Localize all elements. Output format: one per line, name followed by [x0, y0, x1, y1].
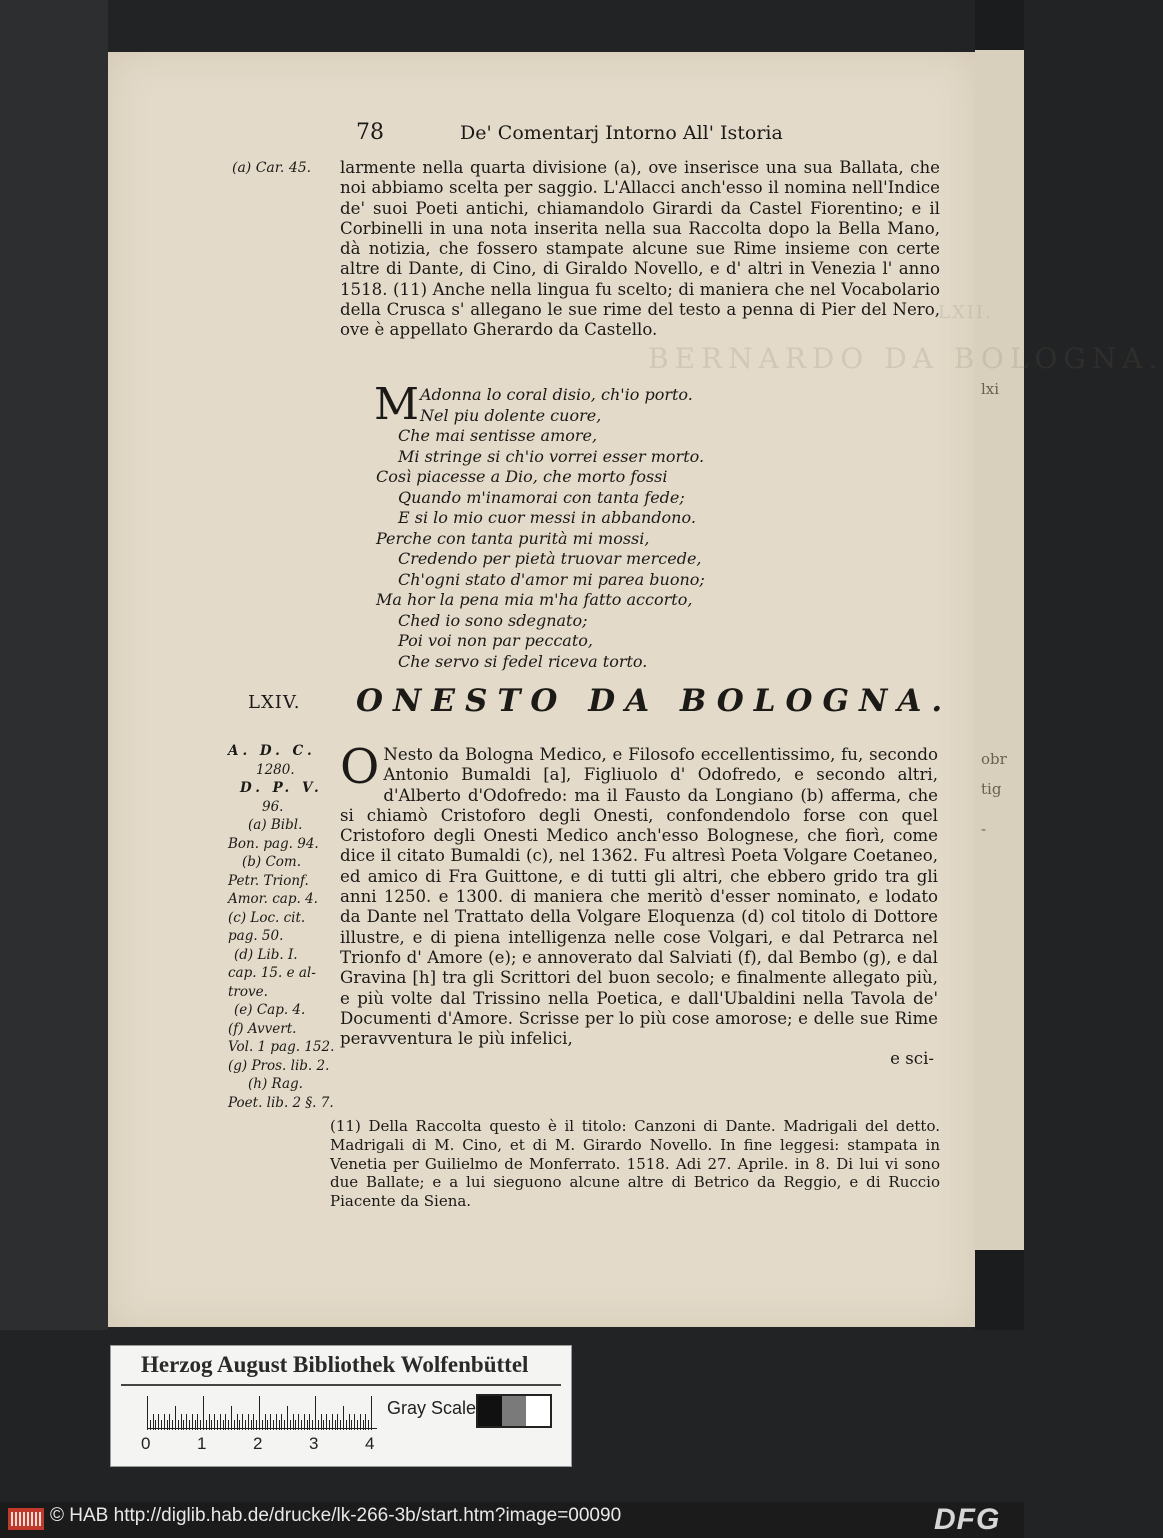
ruler-tick: [295, 1420, 296, 1430]
ruler-tick: [175, 1406, 176, 1430]
ruler-tick: [153, 1414, 154, 1430]
ruler-tick: [186, 1414, 187, 1430]
poem-line: Ch'ogni stato d'amor mi parea buono;: [398, 569, 705, 589]
ruler-tick: [231, 1406, 232, 1430]
ruler-tick: [251, 1420, 252, 1430]
ruler-tick: [371, 1396, 372, 1430]
dfg-logo: DFG: [934, 1503, 1001, 1536]
ruler-tick: [217, 1420, 218, 1430]
ruler-tick: [368, 1420, 369, 1430]
ruler-number: 3: [309, 1434, 319, 1453]
poem-line: Così piacesse a Dio, che morto fossi: [376, 467, 668, 486]
ruler-tick: [293, 1414, 294, 1430]
ruler-tick: [321, 1414, 322, 1430]
ruler-tick: [357, 1420, 358, 1430]
ruler-tick: [155, 1420, 156, 1430]
ruler-tick: [150, 1420, 151, 1430]
side-note: D. P. V.: [240, 780, 323, 796]
poem-line: Che servo si fedel riceva torto.: [398, 651, 648, 671]
ruler-tick: [262, 1420, 263, 1430]
scan-background-left: [0, 0, 108, 1330]
show-through-heading: BERNARDO DA BOLOGNA.: [648, 342, 1163, 375]
swatch-white: [526, 1396, 550, 1426]
ruler-tick: [290, 1420, 291, 1430]
ruler-tick: [323, 1420, 324, 1430]
ruler-tick: [169, 1414, 170, 1430]
side-notes: [228, 742, 334, 1112]
margin-note-a: (a) Car. 45.: [232, 160, 312, 176]
ruler-tick: [312, 1420, 313, 1430]
ruler-tick: [349, 1414, 350, 1430]
ruler-tick: [192, 1414, 193, 1430]
page-number: 78: [356, 120, 384, 145]
ballata-poem: [374, 379, 776, 672]
ruler-tick: [203, 1396, 204, 1430]
ruler-tick: [351, 1420, 352, 1430]
ruler-tick: [318, 1420, 319, 1430]
section-title: ONESTO DA BOLOGNA.: [356, 683, 953, 719]
measurement-ruler: [147, 1394, 377, 1430]
side-note: (b) Com.: [242, 854, 302, 870]
ruler-tick: [197, 1414, 198, 1430]
ruler-tick: [245, 1420, 246, 1430]
side-note: (a) Bibl.: [248, 817, 303, 833]
adjacent-page-edge: lxi obr tig -: [975, 50, 1024, 1250]
ruler-tick: [214, 1414, 215, 1430]
ruler-tick: [304, 1414, 305, 1430]
ruler-tick: [287, 1406, 288, 1430]
section-number: LXIV.: [248, 692, 301, 713]
ruler-tick: [343, 1406, 344, 1430]
side-note: Bon. pag. 94.: [228, 835, 319, 852]
paragraph-continued: larmente nella quarta divisione (a), ove inserisce una sua Ballata, che noi abbiamo scelta per saggio. L'Allacci anch'esso il nomina nell'Indice de' suoi Poeti antichi, chiamandolo Girardi da Castel Fiorentino; e il Corbinelli in una nota inserita nella sua Raccolta dopo la Bella Mano, dà notizia, che fossero stampate alcune sue Rime insieme con certe altre di Dante, di Cino, di Giraldo Novello, e d' altri in Venezia l' anno 1518. (11) Anche nella lingua fu scelto; di maniera che nel Vocabolario della Crusca s' allegano le sue rime del testo a penna di Pier del Nero, ove è appellato Gherardo da Castello.: [340, 158, 940, 340]
ruler-tick: [284, 1420, 285, 1430]
poem-line: Quando m'inamorai con tanta fede;: [398, 487, 685, 507]
poem-line: Ma hor la pena mia m'ha fatto accorto,: [376, 590, 693, 609]
poem-line: Adonna lo coral disio, ch'io porto.: [420, 385, 693, 404]
side-note: 96.: [262, 798, 284, 815]
ruler-tick: [164, 1414, 165, 1430]
ruler-tick: [220, 1414, 221, 1430]
ruler-tick: [363, 1420, 364, 1430]
running-title: De' Comentarj Intorno All' Istoria: [460, 122, 783, 144]
catchword: e sci-: [890, 1049, 934, 1069]
ruler-number: 0: [141, 1434, 151, 1453]
ruler-tick: [273, 1420, 274, 1430]
ruler-tick: [147, 1396, 148, 1430]
side-note: 1280.: [256, 761, 295, 778]
side-note: (e) Cap. 4.: [234, 1002, 306, 1018]
show-through-number: LXII.: [938, 302, 993, 323]
hab-logo-icon: [8, 1508, 44, 1530]
ruler-tick: [158, 1414, 159, 1430]
footer-source-link[interactable]: © HAB http://diglib.hab.de/drucke/lk-266-3b/start.htm?image=00090: [50, 1505, 622, 1526]
ruler-tick: [340, 1420, 341, 1430]
gray-scale-label: Gray Scale: [387, 1398, 477, 1418]
ruler-tick: [234, 1420, 235, 1430]
side-note: Vol. 1 pag. 152.: [228, 1039, 335, 1055]
ruler-tick: [276, 1414, 277, 1430]
ruler-tick: [265, 1414, 266, 1430]
ruler-tick: [346, 1420, 347, 1430]
running-head: [356, 120, 783, 145]
ruler-tick: [237, 1414, 238, 1430]
ruler-tick: [206, 1420, 207, 1430]
section-dropcap: O: [340, 739, 380, 795]
poem-line: Poi voi non par peccato,: [398, 631, 593, 650]
ruler-tick: [279, 1420, 280, 1430]
ruler-tick: [298, 1414, 299, 1430]
ruler-tick: [315, 1396, 316, 1430]
side-note: (f) Avvert.: [228, 1020, 297, 1037]
ruler-tick: [301, 1420, 302, 1430]
paragraph-onesto: O Nesto da Bologna Medico, e Filosofo eccellentissimo, fu, secondo Antonio Bumaldi [a], Figliuolo d' Odofredo, e secondo altri, d'Alberto d'Odofredo: ma il Fausto da Longiano (b) afferma, che si chiamò Cristoforo degli Onesti, confondendolo forse con quel Cristoforo degli Onesti Medico anch'esso Bolognese, che fiorì, come dice il citato Bumaldi (c), nel 1362. Fu altresì Poeta Volgare Coetaneo, ed amico di Fra Guittone, e di tutti gli altri, che ebbero grido tra gli anni 1250. e 1300. di maniera che meritò d'esser nominato, e lodato da Dante nel Trattato della Volgare Eloquenza (d) col titolo di Dottore illustre, e di piena intelligenza nelle cose Volgari, e dal Petrarca nel Trionfo d' Amore (e); e annoverato dal Salviati (f), dal Bembo (g), e dal Gravina [h] tra gli Scrittori del buon secolo; e finalmente allegato più, e più volte dal Trissino nella Poetica, e dall'Ubaldini nella Tavola de' Documenti d'Amore. Scrisse per lo più cose amorose; e delle sue Rime peravventura le più infelici, e sci-: [340, 739, 938, 1069]
ruler-tick: [209, 1414, 210, 1430]
ruler-tick: [189, 1420, 190, 1430]
ruler-tick: [181, 1414, 182, 1430]
ruler-tick: [281, 1414, 282, 1430]
ruler-tick: [360, 1414, 361, 1430]
side-note: Petr. Trionf.: [228, 872, 309, 889]
side-note: A. D. C.: [228, 743, 316, 759]
ruler-tick: [161, 1420, 162, 1430]
side-note: cap. 15. e al-: [228, 965, 316, 981]
poem-line: Credendo per pietà truovar mercede,: [398, 549, 702, 568]
library-name: Herzog August Bibliothek Wolfenbüttel: [141, 1352, 529, 1377]
ruler-number: 2: [253, 1434, 263, 1453]
poem-line: E si lo mio cuor messi in abbandono.: [398, 508, 696, 527]
ruler-tick: [259, 1396, 260, 1430]
ruler-tick: [256, 1420, 257, 1430]
poem-line: Mi stringe si ch'io vorrei esser morto.: [398, 446, 705, 466]
gray-scale-swatches: [476, 1394, 552, 1428]
ruler-tick: [307, 1420, 308, 1430]
side-note: Amor. cap. 4.: [228, 891, 318, 907]
side-note: pag. 50.: [228, 928, 284, 944]
side-note: (d) Lib. I.: [234, 946, 298, 963]
poem-line: Perche con tanta purità mi mossi,: [376, 528, 650, 548]
ruler-tick: [267, 1420, 268, 1430]
ruler-number: 1: [197, 1434, 207, 1453]
side-note: (g) Pros. lib. 2.: [228, 1057, 330, 1074]
side-note: Poet. lib. 2 §. 7.: [228, 1094, 334, 1111]
library-color-card: [110, 1345, 572, 1467]
swatch-black: [478, 1396, 502, 1426]
ruler-tick: [239, 1420, 240, 1430]
ruler-tick: [335, 1420, 336, 1430]
side-note: (c) Loc. cit.: [228, 909, 306, 926]
ruler-tick: [329, 1420, 330, 1430]
side-note: trove.: [228, 983, 268, 1000]
ruler-tick: [225, 1414, 226, 1430]
poem-dropcap: M: [374, 379, 420, 430]
ruler-tick: [332, 1414, 333, 1430]
ruler-tick: [228, 1420, 229, 1430]
card-divider: [121, 1384, 561, 1386]
ruler-tick: [242, 1414, 243, 1430]
ruler-tick: [172, 1420, 173, 1430]
ruler-tick: [183, 1420, 184, 1430]
ruler-tick: [354, 1414, 355, 1430]
ruler-tick: [309, 1414, 310, 1430]
footnote-11: (11) Della Raccolta questo è il titolo: Canzoni di Dante. Madrigali del detto. Madrigali di M. Cino, et di M. Girardo Novello. In fine leggesi: stampata in Venetia per Guilielmo de Monferrato. 1518. Adi 27. Aprile. in 8. Di lui vi sono due Ballate; e a lui sieguono alcune altre di Betrico da Reggio, e di Ruccio Piacente da Siena.: [330, 1117, 940, 1211]
swatch-gray: [502, 1396, 526, 1426]
ruler-tick: [365, 1414, 366, 1430]
ruler-tick: [195, 1420, 196, 1430]
ruler-tick: [178, 1420, 179, 1430]
poem-line: Che mai sentisse amore,: [398, 426, 598, 445]
ruler-tick: [167, 1420, 168, 1430]
ruler-tick: [337, 1414, 338, 1430]
ruler-tick: [223, 1420, 224, 1430]
ruler-tick: [200, 1420, 201, 1430]
ruler-tick: [326, 1414, 327, 1430]
ruler-tick: [248, 1414, 249, 1430]
side-note: (h) Rag.: [248, 1076, 303, 1092]
poem-line: Nel piu dolente cuore,: [420, 405, 602, 425]
ruler-tick: [270, 1414, 271, 1430]
ruler-tick: [253, 1414, 254, 1430]
ruler-number: 4: [365, 1434, 375, 1453]
ruler-tick: [211, 1420, 212, 1430]
poem-line: Ched io sono sdegnato;: [398, 610, 588, 630]
